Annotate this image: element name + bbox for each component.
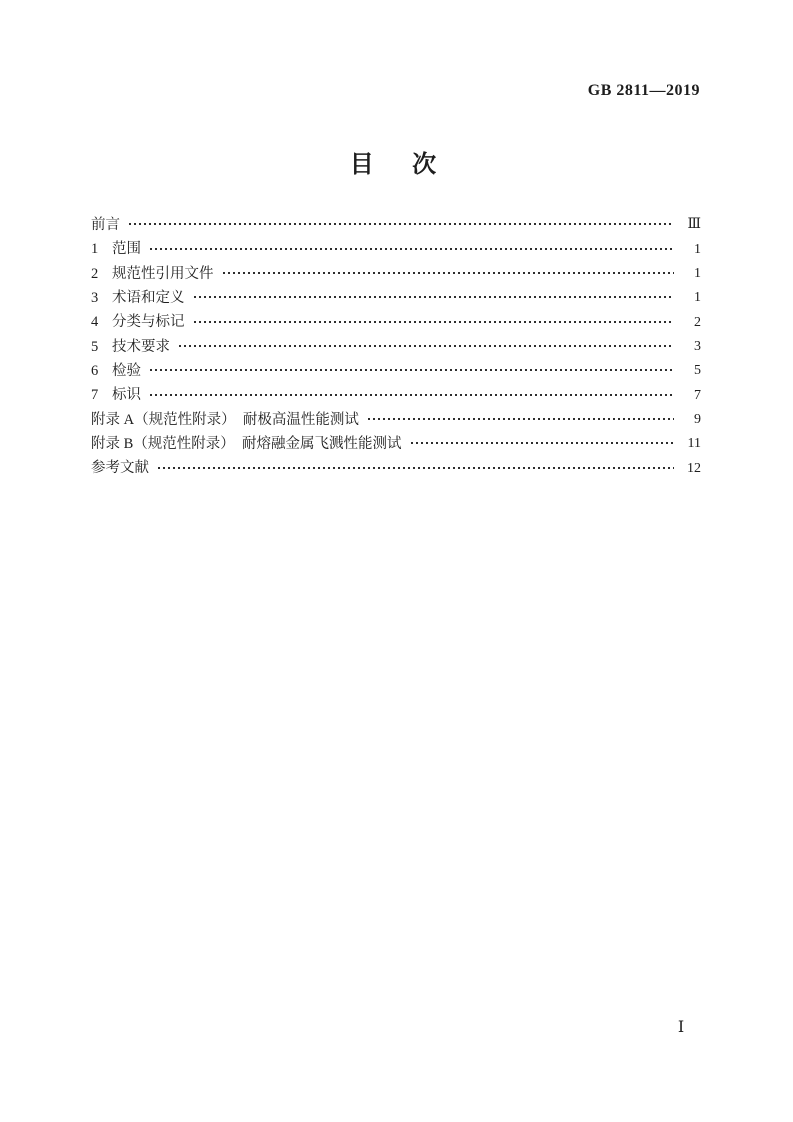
toc-entry-page: 9 [694, 411, 701, 427]
toc-entry-label: 附录 B（规范性附录） 耐熔融金属飞溅性能测试 [91, 436, 402, 453]
toc-entry [91, 408, 701, 432]
toc-entry-label: 范围 [112, 241, 141, 258]
toc-entry-label: 参考文献 [91, 460, 149, 477]
toc-entry-number: 7 [91, 387, 99, 404]
toc-entry-number: 1 [91, 241, 99, 258]
toc-entry-page: 2 [694, 314, 701, 330]
dotted-leader [194, 296, 675, 298]
toc-entry [91, 432, 701, 456]
dotted-leader [368, 418, 674, 420]
dotted-leader [194, 321, 675, 323]
toc-entry [91, 213, 701, 237]
toc-entry [91, 262, 701, 286]
dotted-leader [150, 248, 674, 250]
toc-entry [91, 383, 701, 407]
toc-entry-label: 术语和定义 [112, 289, 185, 306]
toc-list [91, 213, 701, 481]
toc-entry-label: 前言 [91, 216, 120, 233]
toc-entry-page: 7 [694, 387, 701, 403]
toc-entry-number: 3 [91, 289, 99, 306]
dotted-leader [223, 272, 675, 274]
toc-entry-number: 2 [91, 265, 99, 282]
toc-entry-number: 5 [91, 338, 99, 355]
toc-entry-number: 6 [91, 362, 99, 379]
toc-entry-label: 标识 [112, 387, 141, 404]
toc-entry [91, 237, 701, 261]
dotted-leader [411, 442, 674, 444]
toc-entry-page: 1 [694, 265, 701, 281]
toc-entry-page: 1 [694, 241, 701, 257]
toc-entry [91, 456, 701, 480]
toc-entry-page: 5 [694, 363, 701, 379]
standard-code: GB 2811—2019 [587, 82, 700, 99]
toc-entry [91, 335, 701, 359]
toc-entry-page: 3 [694, 338, 701, 354]
toc-entry-label: 分类与标记 [112, 314, 185, 331]
toc-entry-label: 附录 A（规范性附录） 耐极高温性能测试 [91, 411, 359, 428]
toc-entry [91, 286, 701, 310]
dotted-leader [150, 369, 674, 371]
toc-entry-label: 规范性引用文件 [112, 265, 214, 282]
dotted-leader [179, 345, 674, 347]
dotted-leader [150, 394, 674, 396]
toc-entry-label: 检验 [112, 362, 141, 379]
toc-entry-page: 1 [694, 290, 701, 306]
page-title: 目 次 [349, 152, 444, 178]
toc-entry-page: 11 [687, 436, 701, 452]
toc-entry-number: 4 [91, 314, 99, 331]
dotted-leader [129, 223, 674, 225]
footer-page-number: Ⅰ [677, 1019, 685, 1036]
dotted-leader [158, 467, 674, 469]
toc-entry-label: 技术要求 [112, 338, 170, 355]
toc-entry [91, 359, 701, 383]
toc-entry-page: Ⅲ [687, 217, 701, 233]
toc-entry [91, 310, 701, 334]
toc-entry-page: 12 [687, 460, 701, 476]
